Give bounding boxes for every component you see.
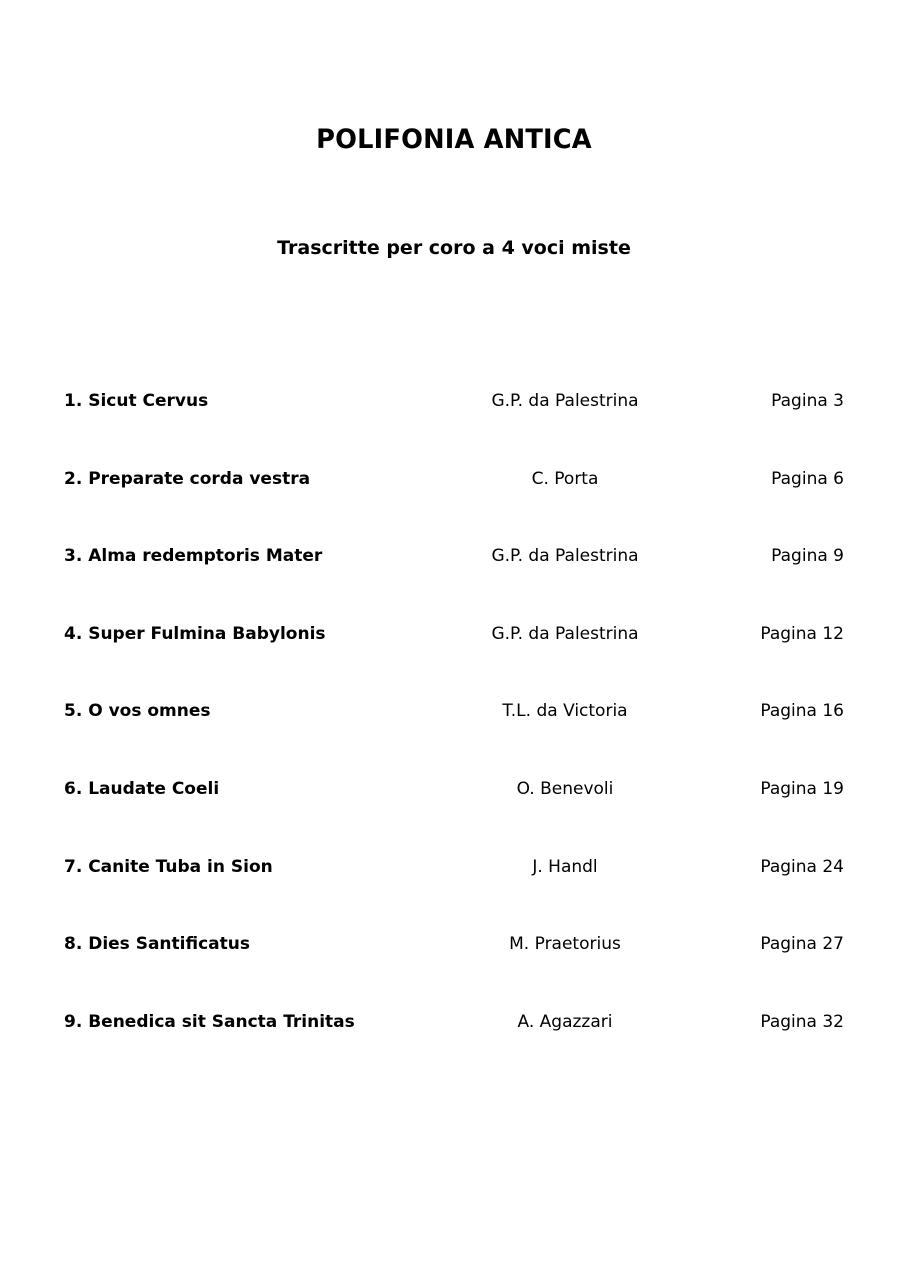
toc-piece-title: 6. Laudate Coeli [64, 778, 220, 799]
toc-composer: M. Praetorius [509, 934, 621, 955]
toc-page-number: Pagina 3 [771, 391, 844, 411]
toc-piece-title: 4. Super Fulmina Babylonis [64, 623, 326, 644]
toc-page-number: Pagina 32 [760, 1011, 844, 1032]
toc-row [0, 624, 900, 702]
toc-composer: T.L. da Victoria [502, 701, 628, 722]
toc-piece-title: 8. Dies Santificatus [64, 934, 250, 955]
toc-page-number: Pagina 16 [760, 701, 844, 722]
toc-row [0, 469, 900, 547]
toc-composer: C. Porta [531, 468, 599, 489]
toc-composer: G.P. da Palestrina [491, 391, 639, 411]
toc-piece-title: 1. Sicut Cervus [64, 391, 209, 411]
toc-composer: O. Benevoli [516, 778, 614, 799]
toc-page-number: Pagina 24 [760, 856, 844, 877]
toc-page-number: Pagina 9 [771, 546, 844, 567]
toc-page-number: Pagina 19 [760, 778, 844, 799]
toc-piece-title: 2. Preparate corda vestra [64, 468, 311, 489]
toc-row [0, 779, 900, 857]
toc-row [0, 391, 900, 469]
document-subtitle: Trascritte per coro a 4 voci miste [277, 237, 631, 259]
toc-piece-title: 3. Alma redemptoris Mater [64, 546, 323, 567]
toc-composer: A. Agazzari [517, 1011, 613, 1032]
toc-piece-title: 5. O vos omnes [64, 701, 211, 722]
document-title: POLIFONIA ANTICA [316, 124, 592, 155]
toc-row [0, 1012, 900, 1090]
toc-row [0, 857, 900, 935]
toc-row [0, 934, 900, 1012]
toc-piece-title: 7. Canite Tuba in Sion [64, 856, 273, 877]
table-of-contents [0, 391, 900, 1089]
toc-composer: J. Handl [532, 856, 598, 877]
toc-row [0, 701, 900, 779]
toc-row [0, 546, 900, 624]
toc-page-number: Pagina 6 [771, 468, 844, 489]
toc-piece-title: 9. Benedica sit Sancta Trinitas [64, 1011, 355, 1032]
toc-page-number: Pagina 27 [760, 934, 844, 955]
toc-page-number: Pagina 12 [760, 623, 844, 644]
toc-composer: G.P. da Palestrina [491, 623, 639, 644]
toc-composer: G.P. da Palestrina [491, 546, 639, 567]
